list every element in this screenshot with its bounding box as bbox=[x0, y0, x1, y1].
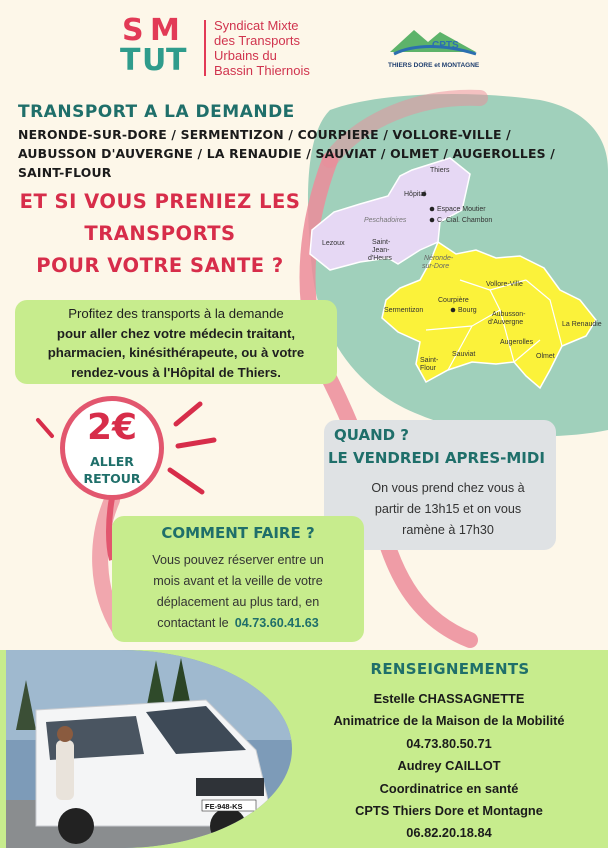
map-label-courpiere: Courpière bbox=[438, 297, 469, 304]
van-wheel-rear bbox=[58, 808, 94, 844]
map-label-saint-jean-2: Jean- bbox=[372, 247, 390, 254]
how-phone-number[interactable]: 04.73.60.41.63 bbox=[234, 616, 319, 630]
how-line-1: Vous pouvez réserver entre un bbox=[152, 553, 324, 567]
syndicat-line-2: des Transports bbox=[214, 33, 300, 48]
contact-1-phone[interactable]: 04.73.80.50.71 bbox=[406, 735, 492, 751]
burst-stroke-4 bbox=[170, 470, 202, 492]
van-grille bbox=[196, 778, 264, 796]
how-line-3: déplacement au plus tard, en bbox=[156, 595, 320, 609]
map-label-aubusson-2: d'Auvergne bbox=[488, 319, 524, 326]
price-value: 2€ bbox=[86, 407, 138, 448]
map-label-la-renaudie: La Renaudie bbox=[562, 321, 602, 328]
contact-2-name: Audrey CAILLOT bbox=[397, 758, 501, 774]
promo-line-1: Profitez des transports à la demande bbox=[68, 306, 284, 321]
map-label-aubusson-1: Aubusson- bbox=[492, 311, 526, 318]
price-label-1: ALLER bbox=[90, 454, 134, 469]
cpts-logo-place: THIERS DORE et MONTAGNE bbox=[388, 62, 480, 69]
contact-2-org: CPTS Thiers Dore et Montagne bbox=[355, 803, 543, 819]
headline-line-2: TRANSPORTS bbox=[84, 222, 236, 245]
syndicat-line-1: Syndicat Mixte bbox=[214, 18, 299, 33]
renseignements-title: RENSEIGNEMENTS bbox=[370, 660, 530, 678]
logo-letter-t1: T bbox=[120, 43, 141, 78]
contact-2-role: Coordinatrice en santé bbox=[379, 780, 519, 796]
promo-line-4: rendez-vous à l'Hôpital de Thiers. bbox=[71, 364, 281, 380]
territory-map bbox=[300, 150, 608, 400]
map-label-peschadoires: Peschadoires bbox=[364, 217, 407, 224]
person bbox=[56, 740, 74, 800]
contacts bbox=[296, 688, 602, 845]
map-dot-espace-moutier bbox=[430, 207, 435, 212]
map-dot-bourg bbox=[451, 308, 456, 313]
burst-stroke-3 bbox=[178, 440, 214, 446]
how-line-4 bbox=[118, 613, 358, 634]
map-label-bourg: Bourg bbox=[458, 307, 477, 314]
headline-line-3: POUR VOTRE SANTE ? bbox=[36, 254, 284, 277]
when-text bbox=[336, 478, 560, 541]
promo-line-2: pour aller chez votre médecin traitant, bbox=[56, 325, 296, 341]
tad-communes: NERONDE-SUR-DORE / SERMENTIZON / COURPIERE / VOLLORE-VILLE / AUBUSSON D'AUVERGNE / LA RENAUDIE / SAUVIAT / OLMET / AUGEROLLES / SAINT-FLOUR bbox=[18, 127, 555, 180]
map-label-olmet: Olmet bbox=[536, 353, 555, 360]
headline-line-1: ET SI VOUS PRENIEZ LES bbox=[19, 190, 301, 213]
map-label-saint-jean-1: Saint- bbox=[372, 239, 391, 246]
cpts-logo-name: CPTS bbox=[432, 40, 459, 51]
logo-letter-t2: T bbox=[166, 43, 187, 78]
tad-title: TRANSPORT A LA DEMANDE bbox=[18, 102, 295, 122]
when-title: QUAND ? bbox=[334, 426, 410, 444]
how-contact-text: contactant le bbox=[157, 616, 229, 630]
price-label-2: RETOUR bbox=[83, 471, 141, 486]
map-label-augerolles: Augerolles bbox=[500, 339, 534, 346]
smtut-logo bbox=[118, 14, 198, 78]
map-label-saint-jean-3: d'Heurs bbox=[368, 255, 392, 262]
burst-stroke-2 bbox=[176, 404, 200, 424]
contact-1-role: Animatrice de la Maison de la Mobilité bbox=[333, 713, 565, 729]
map-label-hopital: Hôpital bbox=[404, 191, 426, 198]
map-label-lezoux: Lezoux bbox=[322, 240, 345, 247]
syndicat-line-3: Urbains du bbox=[214, 48, 277, 63]
headline bbox=[10, 186, 310, 282]
syndicat-name bbox=[214, 18, 354, 78]
contact-1-name: Estelle CHASSAGNETTE bbox=[373, 691, 525, 706]
how-text bbox=[118, 550, 358, 634]
map-label-neronde-2: sur-Dore bbox=[422, 263, 450, 270]
yellow-region bbox=[382, 242, 596, 388]
when-line-2: partir de 13h15 et on vous bbox=[374, 502, 522, 516]
burst-stroke-1 bbox=[38, 420, 52, 436]
promo-line-3: pharmacien, kinésithérapeute, ou à votre bbox=[47, 345, 305, 360]
map-dot-chambon bbox=[430, 218, 435, 223]
map-label-neronde-1: Néronde- bbox=[424, 255, 454, 262]
map-label-thiers: Thiers bbox=[430, 167, 450, 174]
license-plate-text: FE-948-KS bbox=[205, 802, 243, 811]
map-label-vollore: Vollore-Ville bbox=[486, 281, 523, 288]
map-label-saint-flour-1: Saint- bbox=[420, 357, 439, 364]
cpts-logo bbox=[384, 22, 484, 78]
when-line-3: ramène à 17h30 bbox=[402, 523, 494, 537]
how-title: COMMENT FAIRE ? bbox=[161, 524, 315, 542]
syndicat-line-4: Bassin Thiernois bbox=[214, 63, 310, 78]
logo-letter-m: M bbox=[150, 13, 180, 48]
map-label-sermentizon: Sermentizon bbox=[384, 307, 424, 314]
contact-2-phone[interactable]: 06.82.20.18.84 bbox=[406, 825, 492, 841]
promo-text bbox=[18, 304, 334, 382]
map-label-sauviat: Sauviat bbox=[452, 351, 476, 358]
when-subtitle: LE VENDREDI APRES-MIDI bbox=[328, 449, 545, 467]
logo-divider bbox=[204, 20, 206, 76]
map-label-espace-moutier: Espace Moutier bbox=[437, 206, 486, 213]
map-label-chambon: C. Cial. Chambon bbox=[437, 217, 493, 224]
how-line-2: mois avant et la veille de votre bbox=[153, 574, 323, 588]
when-line-1: On vous prend chez vous à bbox=[371, 481, 525, 495]
logo-letter-s: S bbox=[122, 13, 144, 48]
map-label-saint-flour-2: Flour bbox=[420, 365, 436, 372]
logo-letter-u: U bbox=[142, 43, 167, 78]
price-label bbox=[60, 453, 164, 487]
